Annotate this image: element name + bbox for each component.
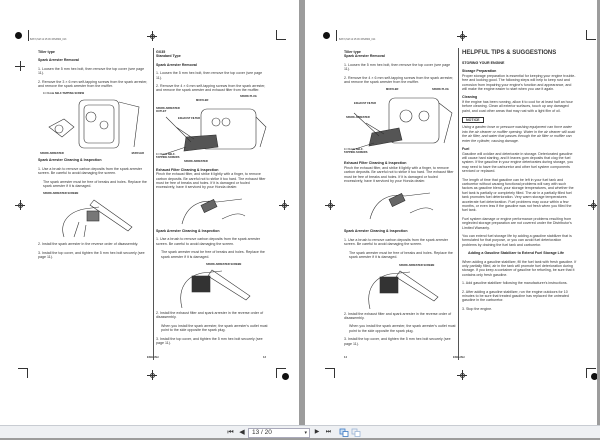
step: 1. Use a brush to remove carbon deposits from the spark arrester screen. Be careful to avoid damaging the screen. <box>156 237 261 246</box>
left-column <box>38 50 150 264</box>
column-divider <box>153 48 154 360</box>
figure-label: SPARK ARRESTER SCREEN <box>399 263 435 267</box>
paragraph: Fuel system damage or engine performance problems resulting from neglected storage preparation are not covered under the Distributor's Limited Warranty. <box>462 216 572 230</box>
pdf-viewer-toolbar <box>0 425 600 438</box>
figure-label: EXHAUST FILTER <box>354 102 376 106</box>
crosshair-mark <box>325 200 335 210</box>
figure-label: 4 × 6 mm SELF-TAPPING SCREWS <box>344 148 368 155</box>
footer-language: ENGLISH <box>147 356 159 359</box>
pdf-page-14 <box>305 0 597 425</box>
step: 1. Loosen the 5 mm hex bolt, then remove the top cover (see page 11). <box>344 62 451 72</box>
section-heading: Exhaust Filter Cleaning & Inspection <box>344 161 407 166</box>
note: The spark arrester must be free of breaks and holes. Replace the spark arrester if it is damaged. <box>349 250 453 260</box>
figure-label: MUFFLER <box>196 98 209 102</box>
figure-label: MUFFLER <box>131 152 144 156</box>
page-number: 14 <box>344 356 347 359</box>
subtitle: Standard Type <box>156 54 181 59</box>
paragraph: The length of time that gasoline can be left in your fuel tank and carburetor without causing functional problems will vary with such factors as gasoline blend, your storage temperatures, and whether the fuel tank is partially or completely filled. The air in a partially filled fuel tank promotes fuel deterioration. Very warm storage temperatures accelerate fuel deterioration. Fuel problems may occur within a few months, or even less if the gasoline was not fresh when you filled the fuel tank. <box>462 177 574 213</box>
note: The spark arrester must be free of breaks and holes. Replace the spark arrester if it is damaged. <box>161 250 265 259</box>
last-page-button[interactable]: ⏭ <box>325 429 332 435</box>
single-page-view-button[interactable] <box>351 428 361 437</box>
subheading: Storage Preparation <box>462 69 497 74</box>
crop-mark <box>336 30 337 41</box>
crosshair-mark <box>457 370 467 380</box>
crop-mark <box>276 30 286 40</box>
section-heading: Spark Arrester Cleaning & Inspection <box>38 158 102 163</box>
paragraph: When adding a gasoline stabilizer, fill the fuel tank with fresh gasoline. If only partially filled, air in the tank will promote fuel deterioration during storage. If you keep a container of gasoline for refueling, be sure that it contains only fresh gasoline. <box>462 259 577 277</box>
step: 1. Use a brush to remove carbon deposits from the spark arrester screen. Be careful to avoid damaging the screen. <box>344 237 449 247</box>
subheading: Adding a Gasoline Stabilizer to Extend Fuel Storage Life <box>468 251 565 256</box>
step: 2. Remove the 4 × 6 mm self-tapping screws from the spark arrester, and remove the spark arrester and exhaust filter from the muffler. <box>156 84 266 93</box>
print-header: BAT/3,SM 12:15:06 33SZ800_014 <box>339 38 376 41</box>
section-heading: Spark Arrester Cleaning & Inspection <box>344 229 408 234</box>
single-page-view-icon <box>351 428 361 437</box>
subtitle: Tiller type <box>38 50 55 54</box>
left-column <box>344 50 456 350</box>
step: 3. Install the top cover, and tighten the 5 mm hex bolt securely (see page 11). <box>156 336 263 345</box>
step: 3. Install the top cover, and tighten the 5 mm hex bolt securely (see page 11). <box>344 337 451 346</box>
note: The spark arrester must be free of breaks and holes. Replace the spark arrester if it is damaged. <box>43 179 147 189</box>
notice-badge: NOTICE <box>462 117 484 123</box>
model-name: GX35 <box>156 50 166 54</box>
screen-cleaning-illustration <box>360 269 440 309</box>
registration-dot <box>15 32 22 39</box>
engine-figure <box>156 94 268 165</box>
step: 1. Loosen the 5 mm hex bolt, then remove the top cover (see page 11). <box>38 66 145 76</box>
paragraph: Pinch the exhaust filter, and strike it lightly with a finger, to remove carbon deposits. Be careful not to strike it too hard. The exhaust filter must be free of breaks and holes. If it is damaged or fouled excessively, have it serviced by your Honda dealer. <box>156 172 266 190</box>
section-heading: Spark Arrester Removal <box>344 54 385 59</box>
step: 3. Stop the engine. <box>462 306 493 311</box>
registration-dot <box>323 32 330 39</box>
section-heading: Spark Arrester Removal <box>38 58 79 63</box>
screen-cleaning-illustration <box>54 197 134 239</box>
figure-label: SPARK ARRESTER <box>346 116 370 120</box>
paragraph: You can extend fuel storage life by adding a gasoline stabilizer that is formulated for that purpose, or you can avoid fuel deterioration problems by draining the fuel tank and carburetor. <box>462 234 572 247</box>
page-number-input[interactable] <box>248 428 310 438</box>
step: 2. Remove the 3 × 6 mm self-tapping screws from the spark arrester, and remove the spark arrester from the muffler. <box>38 79 148 89</box>
column-divider <box>458 48 459 360</box>
crosshair-mark <box>147 370 157 380</box>
section-heading: STORING YOUR ENGINE <box>462 61 505 65</box>
figure-label: 4 × 6 mm SELF-TAPPING SCREWS <box>156 152 180 159</box>
crosshair-mark <box>15 61 25 71</box>
step: 2. Install the exhaust filter and spark arrester in the reverse order of disassembly. <box>156 310 264 320</box>
step: 1. Use a brush to remove carbon deposits from the spark arrester screen. Be careful to avoid damaging the screen. <box>38 166 143 176</box>
crosshair-mark <box>15 200 25 210</box>
step: 2. After adding a gasoline stabilizer, run the engine outdoors for 10 minutes to be sure that treated gasoline has replaced the untreated gasoline in the carburetor. <box>462 289 569 303</box>
step: 2. Install the spark arrester in the reverse order of disassembly. <box>38 242 139 247</box>
muffler-illustration <box>44 97 144 149</box>
step: 3. Install the top cover, and tighten the 5 mm hex bolt securely (see page 11). <box>38 250 145 260</box>
engine-figure <box>344 88 456 158</box>
section-heading: Spark Arrester Removal <box>156 62 197 67</box>
step: 1. Add gasoline stabilizer following the manufacturer's instructions. <box>462 281 568 286</box>
crop-mark <box>325 368 335 378</box>
figure-label: EXHAUST FILTER <box>178 116 200 120</box>
paragraph: Pinch the exhaust filter, and strike it lightly with a finger, to remove carbon deposits. Be careful not to strike it too hard. The exhaust filter must be free of breaks and holes. If it is damaged or fouled excessively, have it serviced by your Honda dealer. <box>344 165 454 184</box>
right-column <box>156 50 268 349</box>
subheading: Fuel <box>462 147 470 152</box>
section-heading: Exhaust Filter Cleaning & Inspection <box>156 167 219 172</box>
figure-label: SPARK PLUG <box>240 94 257 98</box>
figure-label: SPARK ARRESTER <box>184 159 208 163</box>
registration-dot <box>591 373 597 380</box>
paragraph: Proper storage preparation is essential for keeping your engine trouble-free and looking good. The following steps will help to keep rust and corrosion from impairing your engine's function and appearance, and will make the engine easier to start when you use it again. <box>462 73 576 92</box>
registration-dot <box>282 373 289 380</box>
paragraph: Gasoline will oxidize and deteriorate in storage. Deteriorated gasoline will cause hard starting, and it leaves gum deposits that clog the fuel system. If the gasoline in your engine deteriorates during storage, you may need to have the carburetor and other fuel system components serviced or replaced. <box>462 151 574 174</box>
right-column <box>462 50 577 315</box>
page-title: HELPFUL TIPS & SUGGESTIONS <box>462 50 557 56</box>
filter-cleaning-illustration <box>365 187 435 221</box>
step: 2. Remove the 4 × 6 mm self-tapping screws from the spark arrester, and remove the spark arrester from the muffler. <box>344 75 454 85</box>
crosshair-mark <box>588 200 597 210</box>
section-heading: Spark Arrester Cleaning & Inspection <box>156 228 220 233</box>
figure-label: MUFFLER <box>386 88 399 92</box>
crop-mark <box>586 30 596 40</box>
page-number-value: 13 / 20 <box>252 428 272 436</box>
crosshair-mark <box>457 31 467 41</box>
crosshair-mark <box>147 31 157 41</box>
subtitle: Tiller type <box>344 50 361 54</box>
notice-text: Using a garden hose or pressure washing equipment can force water into the air cleaner or muffler opening. Water in the air cleaner will soak the air filter, and water that passes through the air filter or muffler can enter the cylinder, causing damage. <box>462 125 576 143</box>
note: When you install the spark arrester, the spark arrester's outlet must point to the side opposite the spark plug. <box>161 323 268 333</box>
filter-cleaning-illustration <box>177 194 247 226</box>
figure-label: SPARK ARRESTER <box>40 152 64 156</box>
figure-label: SPARK PLUG <box>432 88 449 92</box>
crop-mark <box>28 30 29 41</box>
paragraph: If the engine has been running, allow it to cool for at least half an hour before cleaning. Clean all exterior surfaces, touch up any damaged paint, and coat other areas that may rust with a light film of oil. <box>462 99 573 113</box>
two-page-view-button[interactable] <box>339 428 349 437</box>
step: 2. Install the exhaust filter and spark arrester in the reverse order of disassembly. <box>344 311 452 320</box>
crosshair-mark <box>279 200 289 210</box>
previous-page-button[interactable]: ◀ <box>239 429 245 436</box>
footer-language: ENGLISH <box>453 356 465 359</box>
figure-label: SPARK ARRESTER SCREEN <box>206 262 242 266</box>
figure-label: 4 × 6 mm SELF-TAPPING SCREW <box>43 92 85 96</box>
pdf-page-13 <box>0 0 299 425</box>
page-number: 13 <box>263 356 266 359</box>
chevron-down-icon[interactable]: ▾ <box>304 429 307 436</box>
figure-label: SPARK ARRESTER OUTLET <box>156 106 180 113</box>
first-page-button[interactable]: ⏮ <box>227 429 234 436</box>
print-header: BAT/3,SM 12:15:06 33SZ800_013 <box>30 38 67 41</box>
next-page-button[interactable]: ▶ <box>314 429 320 435</box>
subheading: Cleaning <box>462 95 478 100</box>
two-page-view-icon <box>339 428 349 437</box>
screen-cleaning-illustration <box>172 268 252 308</box>
crop-mark <box>18 368 28 378</box>
step: 1. Loosen the 5 mm hex bolt, then remove the top cover (see page 11). <box>156 71 263 80</box>
note: When you install the spark arrester, the spark arrester's outlet must point to the side opposite the spark plug. <box>349 324 456 333</box>
figure-label: SPARK ARRESTER SCREEN <box>43 192 79 196</box>
